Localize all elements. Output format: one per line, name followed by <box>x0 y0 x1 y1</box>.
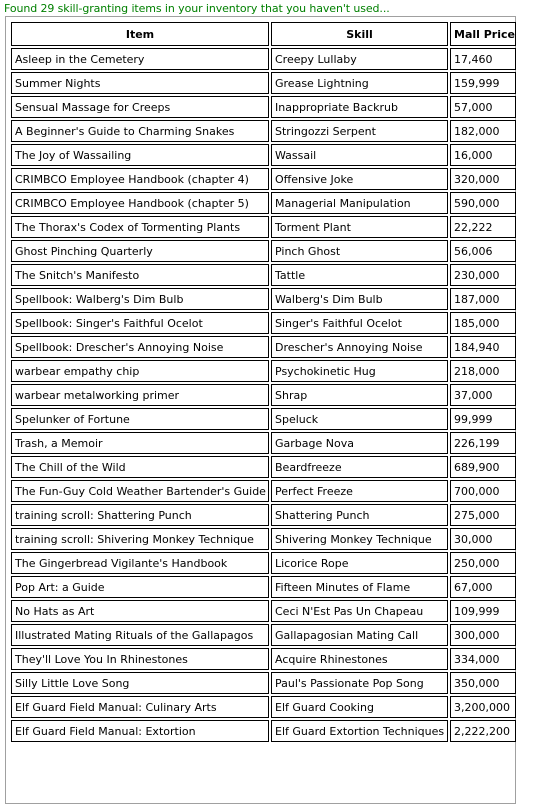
header-mall-price: Mall Price <box>450 22 516 46</box>
price-cell: 67,000 <box>450 576 516 598</box>
item-cell: The Snitch's Manifesto <box>11 264 269 286</box>
price-cell: 275,000 <box>450 504 516 526</box>
skill-cell: Grease Lightning <box>271 72 448 94</box>
price-cell: 37,000 <box>450 384 516 406</box>
skill-cell: Elf Guard Cooking <box>271 696 448 718</box>
skill-cell: Stringozzi Serpent <box>271 120 448 142</box>
price-cell: 590,000 <box>450 192 516 214</box>
skill-cell: Inappropriate Backrub <box>271 96 448 118</box>
table-row <box>11 552 516 574</box>
price-cell: 187,000 <box>450 288 516 310</box>
table-row <box>11 624 516 646</box>
price-cell: 22,222 <box>450 216 516 238</box>
table-row <box>11 216 516 238</box>
price-cell: 226,199 <box>450 432 516 454</box>
table-row <box>11 480 516 502</box>
item-cell: Sensual Massage for Creeps <box>11 96 269 118</box>
price-cell: 334,000 <box>450 648 516 670</box>
price-cell: 350,000 <box>450 672 516 694</box>
item-cell: Illustrated Mating Rituals of the Gallapagos <box>11 624 269 646</box>
item-cell: CRIMBCO Employee Handbook (chapter 5) <box>11 192 269 214</box>
skill-cell: Fifteen Minutes of Flame <box>271 576 448 598</box>
skill-cell: Beardfreeze <box>271 456 448 478</box>
skill-cell: Licorice Rope <box>271 552 448 574</box>
table-header-row <box>11 22 516 46</box>
item-cell: Spellbook: Walberg's Dim Bulb <box>11 288 269 310</box>
table-row <box>11 312 516 334</box>
table-row <box>11 672 516 694</box>
table-row <box>11 336 516 358</box>
skill-cell: Speluck <box>271 408 448 430</box>
price-cell: 56,006 <box>450 240 516 262</box>
table-row <box>11 144 516 166</box>
skill-cell: Walberg's Dim Bulb <box>271 288 448 310</box>
price-cell: 230,000 <box>450 264 516 286</box>
table-row <box>11 408 516 430</box>
table-row <box>11 96 516 118</box>
table-row <box>11 384 516 406</box>
item-cell: Elf Guard Field Manual: Extortion <box>11 720 269 742</box>
skill-cell: Paul's Passionate Pop Song <box>271 672 448 694</box>
table-row <box>11 696 516 718</box>
skill-cell: Drescher's Annoying Noise <box>271 336 448 358</box>
table-row <box>11 528 516 550</box>
header-skill: Skill <box>271 22 448 46</box>
header-item: Item <box>11 22 269 46</box>
item-cell: A Beginner's Guide to Charming Snakes <box>11 120 269 142</box>
table-row <box>11 504 516 526</box>
item-cell: They'll Love You In Rhinestones <box>11 648 269 670</box>
skill-cell: Gallapagosian Mating Call <box>271 624 448 646</box>
item-cell: Pop Art: a Guide <box>11 576 269 598</box>
table-row <box>11 48 516 70</box>
price-cell: 300,000 <box>450 624 516 646</box>
price-cell: 184,940 <box>450 336 516 358</box>
table-row <box>11 192 516 214</box>
skill-cell: Perfect Freeze <box>271 480 448 502</box>
price-cell: 17,460 <box>450 48 516 70</box>
skill-cell: Managerial Manipulation <box>271 192 448 214</box>
price-cell: 16,000 <box>450 144 516 166</box>
table-row <box>11 432 516 454</box>
skill-cell: Elf Guard Extortion Techniques <box>271 720 448 742</box>
item-cell: The Gingerbread Vigilante's Handbook <box>11 552 269 574</box>
item-cell: warbear metalworking primer <box>11 384 269 406</box>
skill-cell: Offensive Joke <box>271 168 448 190</box>
item-cell: training scroll: Shattering Punch <box>11 504 269 526</box>
skill-cell: Psychokinetic Hug <box>271 360 448 382</box>
price-cell: 30,000 <box>450 528 516 550</box>
skill-cell: Wassail <box>271 144 448 166</box>
item-cell: Elf Guard Field Manual: Culinary Arts <box>11 696 269 718</box>
skill-items-table <box>9 20 518 744</box>
price-cell: 320,000 <box>450 168 516 190</box>
skill-cell: Shivering Monkey Technique <box>271 528 448 550</box>
price-cell: 218,000 <box>450 360 516 382</box>
price-cell: 2,222,200 <box>450 720 516 742</box>
item-cell: Trash, a Memoir <box>11 432 269 454</box>
item-cell: Silly Little Love Song <box>11 672 269 694</box>
table-row <box>11 120 516 142</box>
price-cell: 57,000 <box>450 96 516 118</box>
item-cell: CRIMBCO Employee Handbook (chapter 4) <box>11 168 269 190</box>
table-row <box>11 168 516 190</box>
skill-cell: Pinch Ghost <box>271 240 448 262</box>
skill-cell: Shattering Punch <box>271 504 448 526</box>
skill-cell: Torment Plant <box>271 216 448 238</box>
skill-cell: Creepy Lullaby <box>271 48 448 70</box>
item-cell: The Joy of Wassailing <box>11 144 269 166</box>
table-row <box>11 264 516 286</box>
table-row <box>11 288 516 310</box>
item-cell: Asleep in the Cemetery <box>11 48 269 70</box>
price-cell: 185,000 <box>450 312 516 334</box>
skill-cell: Tattle <box>271 264 448 286</box>
skill-cell: Singer's Faithful Ocelot <box>271 312 448 334</box>
item-cell: training scroll: Shivering Monkey Technique <box>11 528 269 550</box>
item-cell: No Hats as Art <box>11 600 269 622</box>
item-cell: Summer Nights <box>11 72 269 94</box>
table-row <box>11 600 516 622</box>
item-cell: warbear empathy chip <box>11 360 269 382</box>
table-row <box>11 72 516 94</box>
skill-cell: Shrap <box>271 384 448 406</box>
skill-cell: Garbage Nova <box>271 432 448 454</box>
table-row <box>11 360 516 382</box>
price-cell: 182,000 <box>450 120 516 142</box>
item-cell: Spellbook: Singer's Faithful Ocelot <box>11 312 269 334</box>
summary-text: Found 29 skill-granting items in your inventory that you haven't used... <box>4 2 390 15</box>
item-cell: The Thorax's Codex of Tormenting Plants <box>11 216 269 238</box>
item-cell: The Chill of the Wild <box>11 456 269 478</box>
skill-cell: Ceci N'Est Pas Un Chapeau <box>271 600 448 622</box>
price-cell: 250,000 <box>450 552 516 574</box>
table-row <box>11 456 516 478</box>
price-cell: 99,999 <box>450 408 516 430</box>
item-cell: Spellbook: Drescher's Annoying Noise <box>11 336 269 358</box>
item-cell: The Fun-Guy Cold Weather Bartender's Guide <box>11 480 269 502</box>
table-row <box>11 720 516 742</box>
table-row <box>11 576 516 598</box>
skill-cell: Acquire Rhinestones <box>271 648 448 670</box>
item-cell: Spelunker of Fortune <box>11 408 269 430</box>
table-row <box>11 240 516 262</box>
table-row <box>11 648 516 670</box>
price-cell: 159,999 <box>450 72 516 94</box>
item-cell: Ghost Pinching Quarterly <box>11 240 269 262</box>
price-cell: 3,200,000 <box>450 696 516 718</box>
price-cell: 700,000 <box>450 480 516 502</box>
price-cell: 689,900 <box>450 456 516 478</box>
price-cell: 109,999 <box>450 600 516 622</box>
